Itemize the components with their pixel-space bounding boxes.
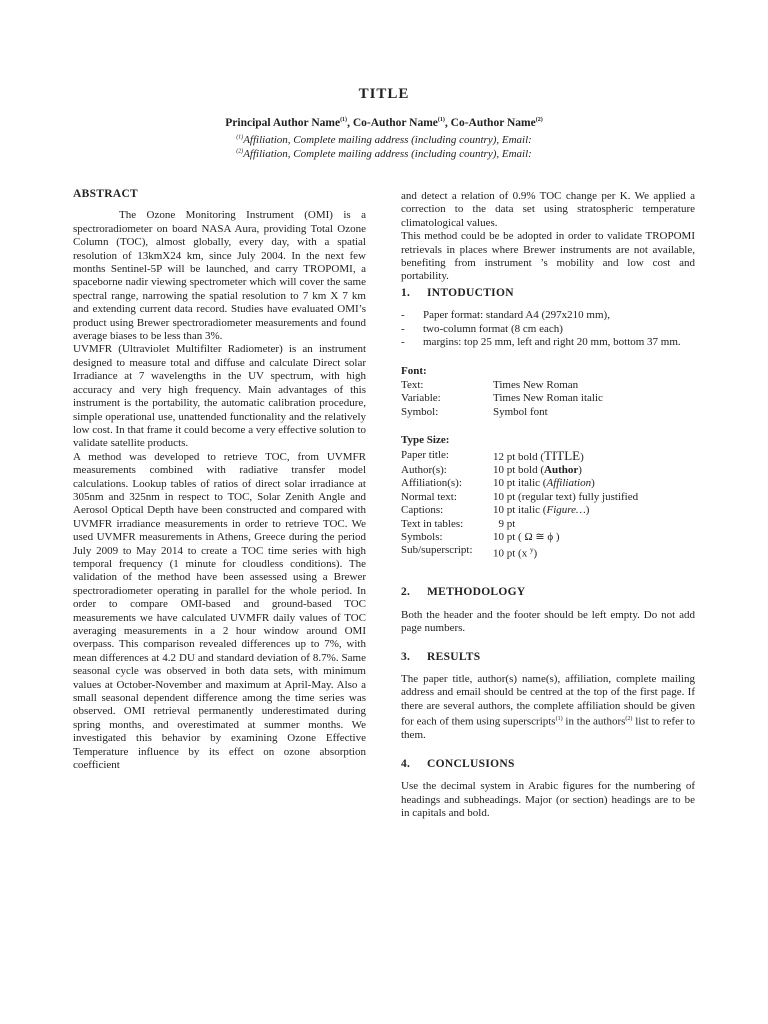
type-size-value: 10 pt italic (Figure…) [493,504,590,517]
author-sup: (1) [437,117,445,124]
bullet-dash: - [401,322,405,335]
type-size-row [401,504,695,517]
author-co-1: , Co-Author Name [347,117,438,129]
abstract-paragraph-2: UVMFR (Ultraviolet Multifilter Radiometer) is an instrument designed to measure total and diffuse and calculate Direct solar Irradiance at 7 wavelengths in the UV spectrum, with high accuracy and very high frequency. Main advantages of this instrument is the portability, the automatic calibration procedure, simple operational use, unattended functionality and the relatively low cost. In that frame it could become a very effective solution to validate satellite products. [73,343,366,450]
section-number: 2. [401,586,411,599]
affiliation-text: Affiliation, Complete mailing address (including country), Email: [243,134,532,146]
list-item [401,309,695,322]
list-item-text: Paper format: standard A4 (297x210 mm), [423,309,610,322]
type-size-row [401,464,695,477]
type-size-value: 10 pt (x $^y$) [493,546,538,560]
author-line [0,117,768,129]
type-size-row [401,531,695,544]
type-size-heading: Type Size: [401,434,450,447]
list-item [401,323,695,336]
abstract-paragraph-1: The Ozone Monitoring Instrument (OMI) is a spectroradiometer on board NASA Aura, providing Total Ozone Column (TOC), almost globally, every day, with a spatial resolution of 13kmX24 km, since July 2004. In the next few months Sentinel-5P will be launched, and carry TROPOMI, a spaceborne nadir viewing spectrometer which will cover the same spectral range, narrowing the spatial resolution to 7 km X 7 km and extending current data record. Studies have evaluated OMI’s product using Brewer spectroradiometer measurements and found average biases to be less than 3%. [73,209,366,343]
affiliation-text: Affiliation, Complete mailing address (including country), Email: [243,148,532,160]
section-title: METHODOLOGY [427,586,526,599]
type-size-value: 10 pt ( Ω ≅ ϕ ) [493,530,560,543]
type-size-value: 12 pt bold (TITLE) [493,447,584,463]
font-row [401,392,695,405]
section-heading-introduction [401,287,695,300]
abstract-continuation-2: This method could be be adopted in order to validate TROPOMI retrievals in places where Brewer instruments are not available, benefiting from instrument ’s mobility and low cost and portability. [401,230,695,283]
author-principal: Principal Author Name [225,117,341,129]
font-row-value: Times New Roman italic [493,392,603,405]
type-size-value: 10 pt bold (Author) [493,463,582,476]
format-list [401,309,695,349]
list-item [401,336,695,349]
type-size-key: Author(s): [401,463,447,476]
author-sup: (2) [535,117,543,124]
type-size-value: 10 pt (regular text) fully justified [493,490,639,503]
type-size-row [401,544,695,561]
font-row [401,406,695,419]
type-size-value: 9 pt [493,517,516,530]
abstract-continuation: and detect a relation of 0.9% TOC change per K. We applied a correction to the data set using stratospheric temperature climatological values. [401,190,695,229]
font-row-key: Variable: [401,392,441,405]
type-size-key: Paper title: [401,448,449,461]
type-size-key: Normal text: [401,490,457,503]
paper-title: TITLE [358,86,410,102]
left-column [73,188,366,772]
methodology-text: Both the header and the footer should be left empty. Do not add page numbers. [401,608,695,635]
affiliation-1 [0,134,768,146]
abstract-paragraph-3: A method was developed to retrieve TOC, from UVMFR measurements combined with radiative transfer model calculations. Lookup tables of ratios of direct solar irradiance at 305nm and 325nm in respect to TOC, Solar Zenith Angle and Aerosol Optical Depth have been constructed and compared with UVMFR irradiance measurements in order to retrieve TOC. We used UVMFR measurements in Athens, Greece during the period July 2009 to May 2014 to create a TOC time series with high temporal frequency (1 minute for cloudless conditions). The validation of the method have been assessed using a Brewer spectroradiometer operating in parallel for the whole period. In order to compare OMI-based and ground-based TOC measurements we have calculated UVMFR daily values of TOC averaging measurements in a 2 hour window around OMI overpass. This comparison revealed differences up to 7%, with mean differences at 4.2 DU and standard deviation of 8.7%. Same seasonal cycle was observed in both data sets, with minimum values at October-November and maximum at April-May. Also a small seasonal dependent difference among the time series was observed. OMI retrieval permanently underestimated during spring months, and overestimated at summer months. We investigated this behavior by examining Ozone Effective Temperature influence by its effect on ozone absorption coefficient [73,450,366,772]
bullet-dash: - [401,309,405,322]
section-heading-results [401,651,695,664]
list-item-text: two-column format (8 cm each) [423,322,563,335]
section-heading-methodology [401,586,695,599]
affiliation-sup: (1) [236,134,244,141]
type-size-key: Text in tables: [401,517,464,530]
list-item-text: margins: top 25 mm, left and right 20 mm, bottom 37 mm. [423,336,681,349]
bullet-dash: - [401,336,405,349]
section-title: RESULTS [427,650,481,663]
type-size-value: 10 pt italic (Affiliation) [493,477,595,490]
type-size-key: Captions: [401,504,444,517]
font-row-value: Times New Roman [493,378,579,391]
section-number: 1. [401,286,411,299]
results-text: The paper title, author(s) name(s), affiliation, complete mailing address and email should be centred at the top of the first page. If there are several authors, the complete affiliation should be given for each of them using superscripts$^{(1)}$ in the authors$^{(2)}$ list to refer to them. [401,673,695,742]
font-row-key: Text: [401,378,424,391]
affiliation-sup: (2) [236,148,244,155]
type-size-key: Symbols: [401,530,443,543]
abstract-heading: ABSTRACT [73,188,139,200]
right-column [401,190,695,820]
conclusions-text: Use the decimal system in Arabic figures for the numbering of headings and subheadings. Major (or section) headings are to be in capitals and bold. [401,780,695,819]
font-heading: Font: [401,365,427,378]
section-title: INTODUCTION [427,286,514,299]
type-size-key: Affiliation(s): [401,477,462,490]
type-size-key: Sub/superscript: [401,544,473,557]
section-number: 3. [401,650,411,663]
font-row [401,379,695,392]
section-heading-conclusions [401,758,695,771]
section-title: CONCLUSIONS [427,757,515,770]
type-size-row [401,491,695,504]
type-size-row [401,449,695,464]
affiliation-2 [0,148,768,160]
author-co-2: , Co-Author Name [444,117,536,129]
font-row-key: Symbol: [401,405,439,418]
author-sup: (1) [340,117,348,124]
type-size-row [401,477,695,490]
font-row-value: Symbol font [493,405,548,418]
type-size-row [401,518,695,531]
section-number: 4. [401,757,411,770]
